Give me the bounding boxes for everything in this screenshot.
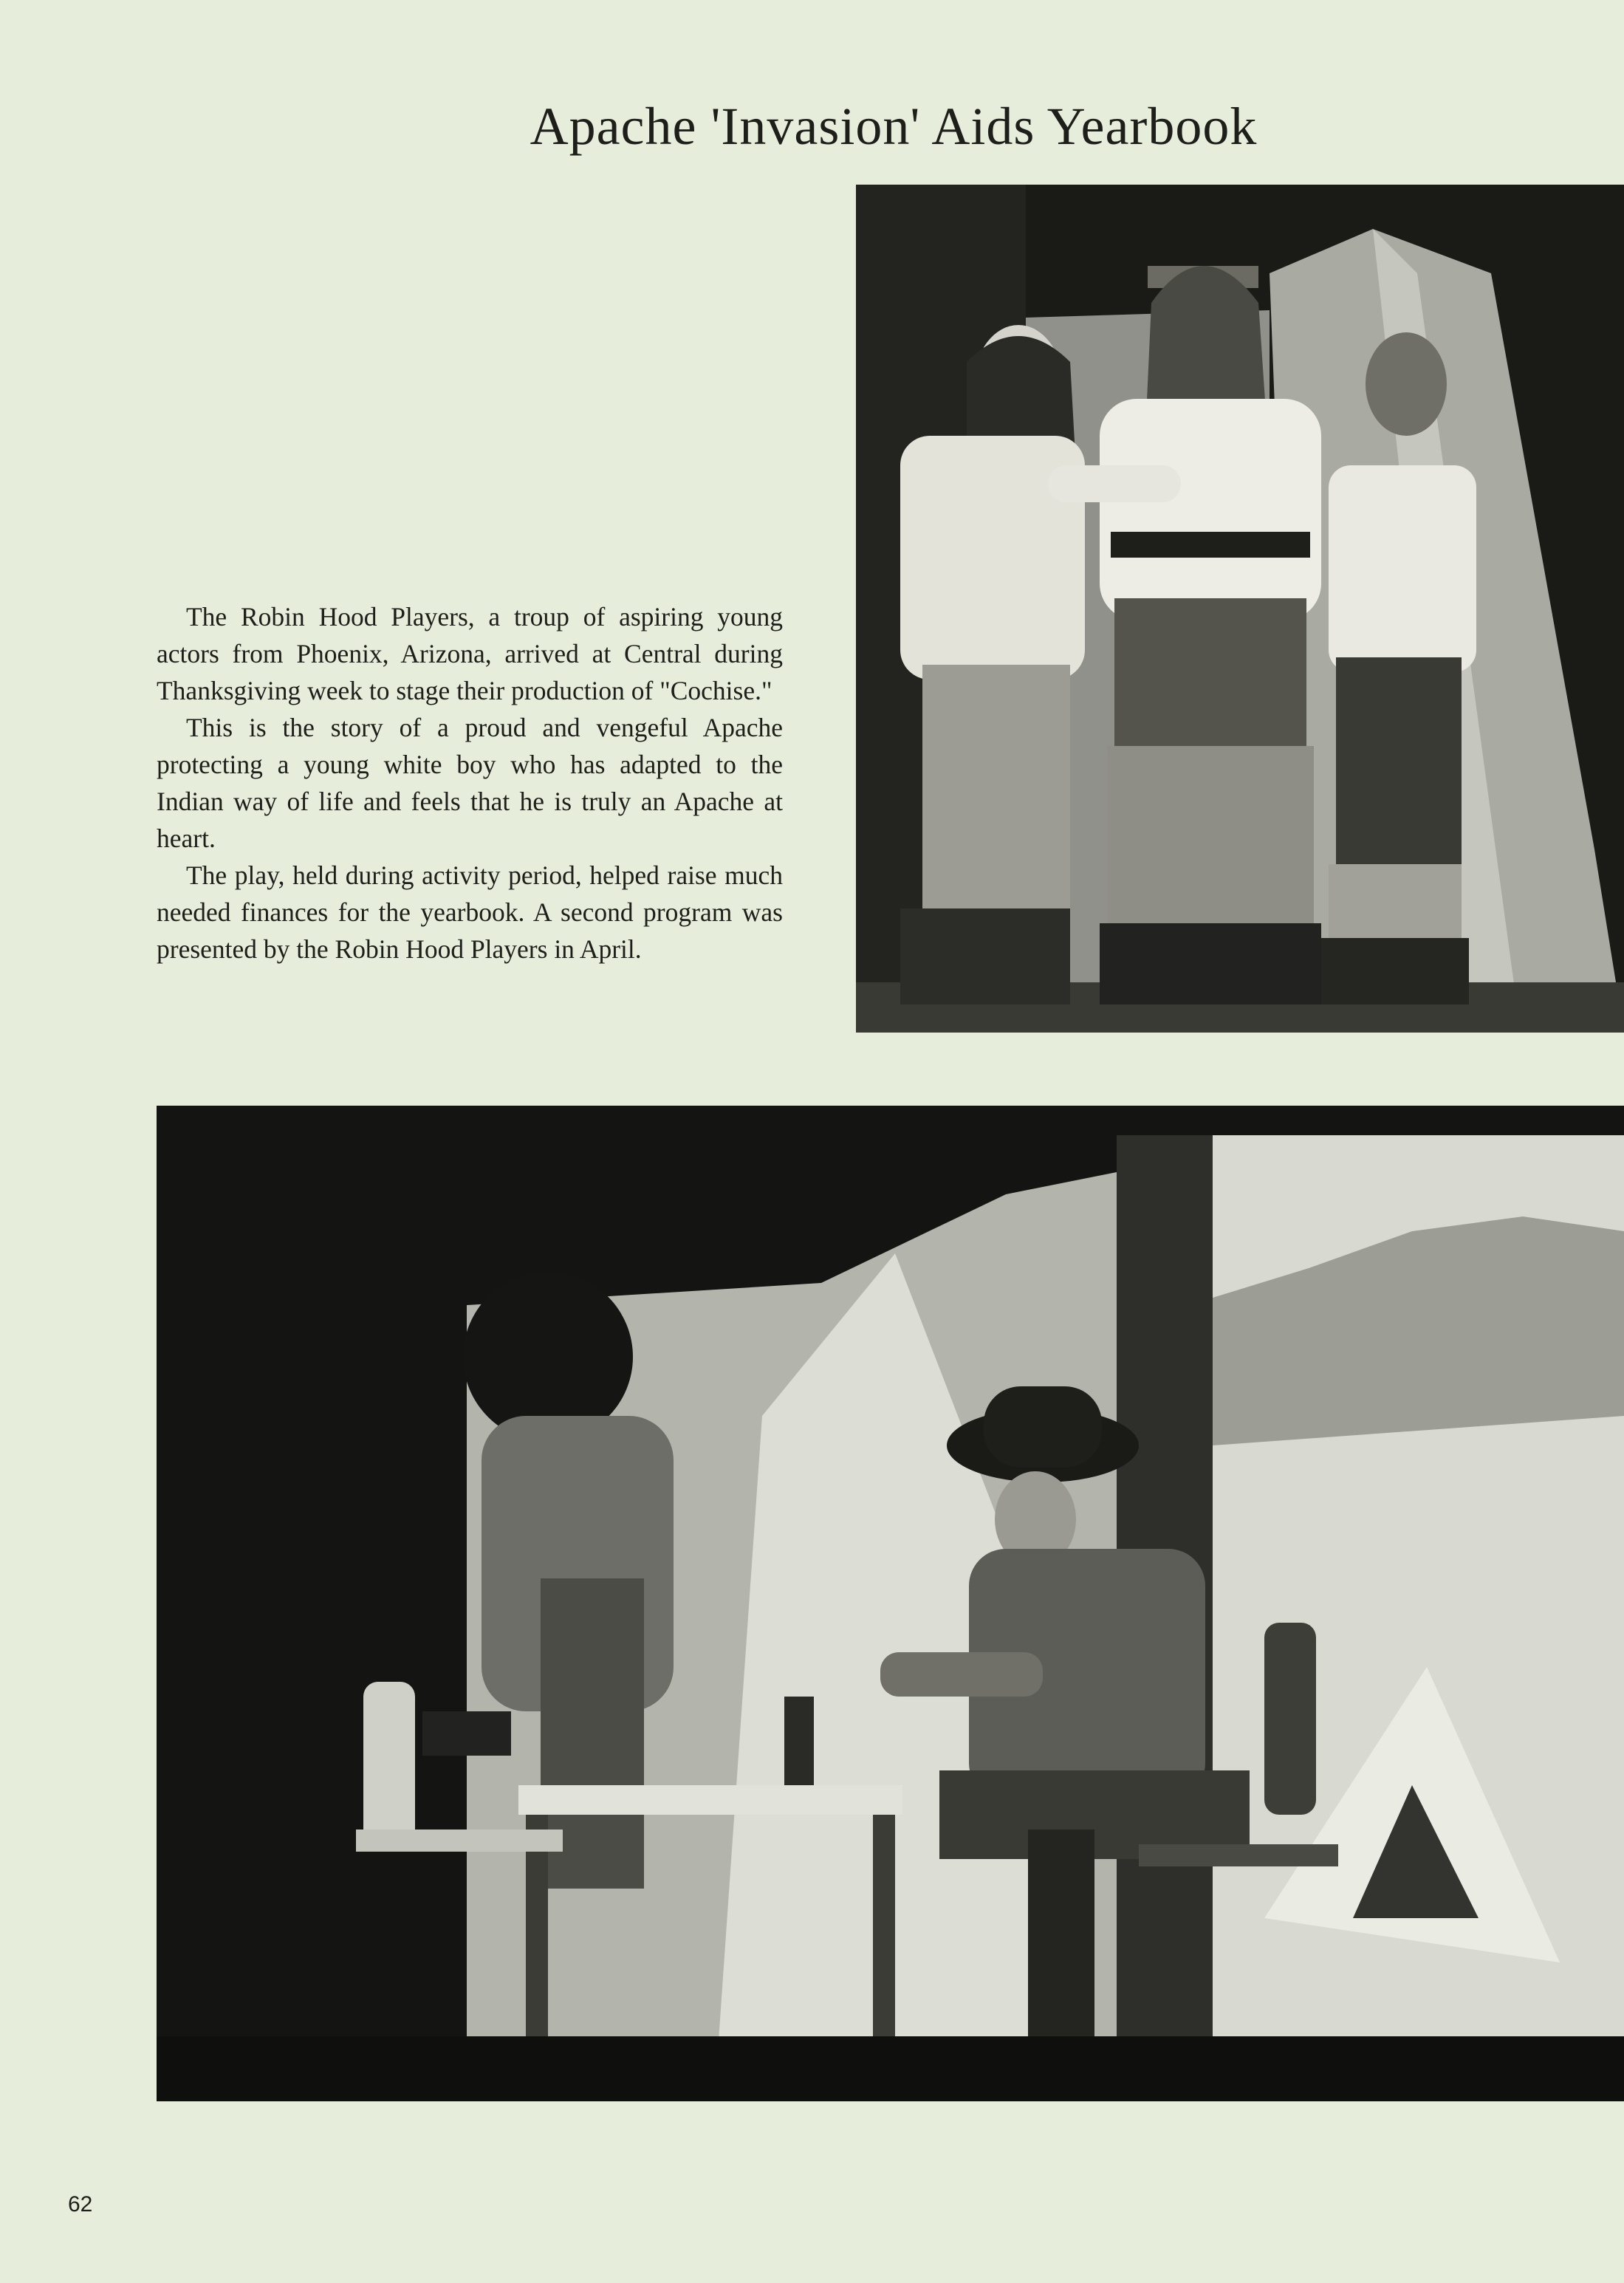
- article-body: [157, 598, 783, 968]
- article-paragraph-2: This is the story of a proud and vengeful Apache protecting a young white boy who has adapted to the Indian way of life and feels that he is truly an Apache at heart.: [157, 713, 783, 853]
- page-number: 62: [68, 2192, 93, 2217]
- article-paragraph-3: The play, held during activity period, helped raise much needed finances for the yearbook. A second program was presented by the Robin Hood Players in April.: [157, 860, 783, 964]
- photo-cowboys-scene-image: [157, 1106, 1624, 2101]
- article-paragraph-1: The Robin Hood Players, a troup of aspiring young actors from Phoenix, Arizona, arrived at Central during Thanksgiving week to stage their production of "Cochise.": [157, 602, 783, 705]
- page-title: Apache 'Invasion' Aids Yearbook: [530, 97, 1258, 156]
- photo-apache-actors-image: [856, 185, 1624, 1033]
- photo-apache-actors: [856, 185, 1624, 1033]
- photo-cowboys-scene: [157, 1106, 1624, 2101]
